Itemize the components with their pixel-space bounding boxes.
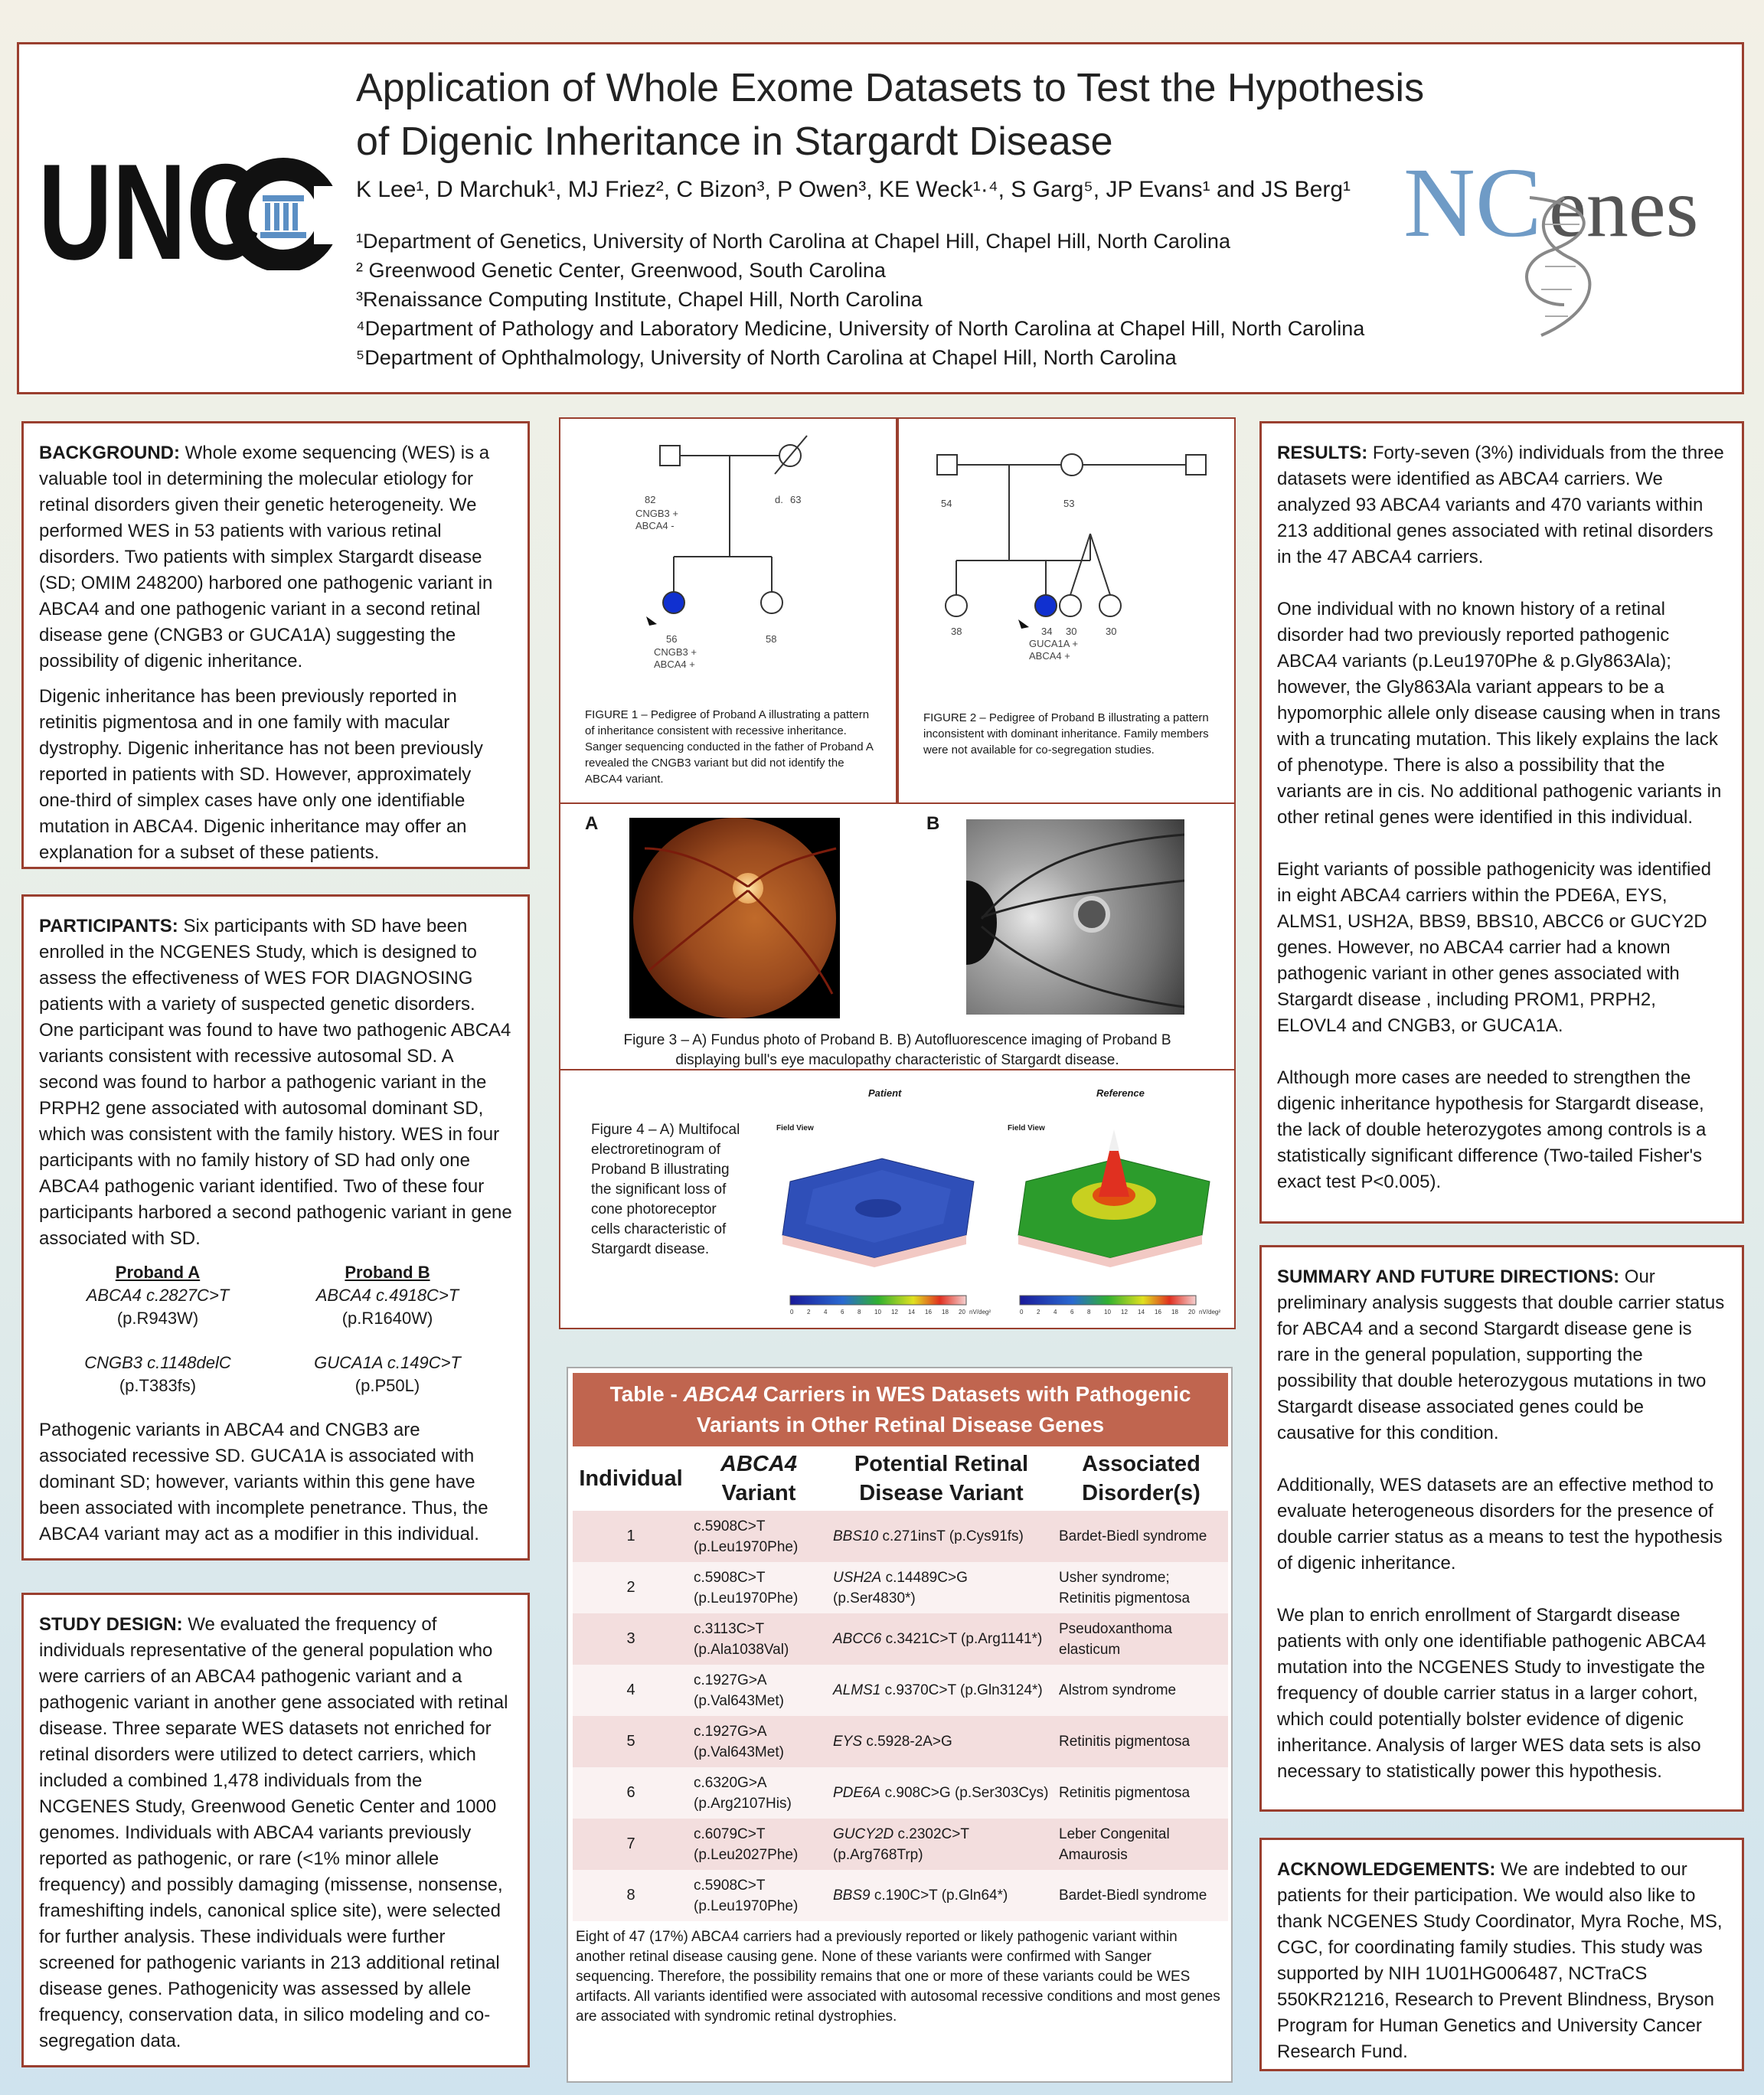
participants-text-2: Pathogenic variants in ABCA4 and CNGB3 are associated recessive SD. GUCA1A is associated with dominant SD; however, variants within this gene have been associated with incomplete penetrance. Thus, the ABCA4 variant may act as a modifier in this individual.	[39, 1420, 488, 1544]
field-view-label-2: Field View	[1008, 1124, 1045, 1132]
summary-heading: SUMMARY AND FUTURE DIRECTIONS:	[1277, 1266, 1620, 1287]
cell-disorder: Pseudoxanthoma elasticum	[1054, 1613, 1228, 1665]
cell-abca4-variant: c.6320G>A (p.Arg2107His)	[689, 1767, 828, 1819]
results-heading: RESULTS:	[1277, 443, 1368, 463]
cell-disorder: Bardet-Biedl syndrome	[1054, 1870, 1228, 1921]
scale-tick-label: 18	[942, 1309, 949, 1316]
results-text-1: Forty-seven (3%) individuals from the three datasets were identified as ABCA4 carriers. We analyzed 93 ABCA4 variants and 470 variants within 213 additional genes associated with retinal disorders in the 47 ABCA4 carriers.	[1277, 443, 1724, 567]
scale-tick-label: 6	[1070, 1309, 1074, 1316]
background-text-1: Whole exome sequencing (WES) is a valuable tool in determining the molecular etiology for retinal disorders given their genetic heterogeneity. We performed WES in 53 patients with various retinal disorders. Two patients with simplex Stargardt disease (SD; OMIM 248200) harbored one pathogenic variant in ABCA4 and one pathogenic variant in a second retinal disease gene (CNGB3 or GUCA1A) suggesting the possibility of digenic inheritance.	[39, 443, 493, 672]
summary-text-1: Our preliminary analysis suggests that double carrier status for ABCA4 and a second Stargardt disease gene is rare in the general population, supporting the possibility that double heterozygous mutations in two Stargardt disease associated genes could be causative for this condition.	[1277, 1266, 1725, 1443]
study-design-text: We evaluated the frequency of individuals representative of the general population who were carriers of an ABCA4 pathogenic variant and a pathogenic variant in another gene associated with retinal disease. Three separate WES datasets not enriched for retinal disorders were utilized to detect carriers, which included a combined 1,478 individuals from the NCGENES Study, Greenwood Genetic Center and 1000 genomes. Individuals with ABCA4 variants previously reported as pathogenic, or rare (<1% minor allele frequency) and possibly damaging (missense, nonsense, frameshifting indels, canonical splice site), were selected for further analysis. These individuals were further screened for pathogenic variants in 213 additional retinal disease genes. Pathogenicity was assessed by allele frequency, conservation data, in silico modeling and co-segregation data.	[39, 1614, 508, 2051]
poster-title: Application of Whole Exome Datasets to Test the Hypothesis of Digenic Inheritance in Stargardt Disease	[356, 66, 1425, 164]
cell-disorder: Retinitis pigmentosa	[1054, 1716, 1228, 1767]
cell-potential-variant: EYS c.5928-2A>G	[828, 1716, 1054, 1767]
affiliation-3: ³Renaissance Computing Institute, Chapel Hill, North Carolina	[356, 288, 923, 311]
svg-text:56: 56	[666, 633, 678, 645]
proband-b-protein-1: (p.R1640W)	[341, 1309, 433, 1328]
ncgenes-logo	[1403, 152, 1725, 351]
author-list: K Lee¹, D Marchuk¹, MJ Friez², C Bizon³, P Owen³, KE Weck¹·⁴, S Garg⁵, JP Evans¹ and JS Berg¹	[356, 177, 1351, 202]
scale-tick-label: 12	[1121, 1309, 1128, 1316]
table-row	[573, 1716, 1228, 1767]
cell-individual: 3	[573, 1613, 689, 1665]
proband-b-protein-2: (p.P50L)	[354, 1376, 420, 1395]
header-banner	[17, 42, 1744, 394]
participants-section	[21, 894, 530, 1561]
figure-1-panel	[559, 417, 897, 804]
cell-individual: 2	[573, 1562, 689, 1613]
participants-heading: PARTICIPANTS:	[39, 916, 178, 936]
figure-3-caption: Figure 3 – A) Fundus photo of Proband B. B) Autofluorescence imaging of Proband B displaying bull's eye maculopathy characteristic of Stargardt disease.	[623, 1032, 1171, 1068]
scale-tick-label: 14	[1138, 1309, 1145, 1316]
svg-text:ABCA4 -: ABCA4 -	[635, 520, 675, 531]
summary-text-3: We plan to enrich enrollment of Stargardt disease patients with only one identifiable pathogenic ABCA4 mutation into the NCGENES Study to investigate the frequency of double carrier status in a larger cohort, which could potentially bolster evidence of digenic inheritance. Analysis of larger WES data sets is also necessary to statistically power this hypothesis.	[1277, 1605, 1707, 1782]
cell-disorder: Leber Congenital Amaurosis	[1054, 1819, 1228, 1870]
scale-tick-label: 14	[908, 1309, 915, 1316]
mferg-patient-plot	[767, 1143, 982, 1273]
study-design-heading: STUDY DESIGN:	[39, 1614, 183, 1635]
cell-individual: 1	[573, 1511, 689, 1562]
cell-potential-variant: BBS9 c.190C>T (p.Gln64*)	[828, 1870, 1054, 1921]
scale-tick-label: 16	[925, 1309, 932, 1316]
summary-section	[1259, 1245, 1744, 1812]
affiliation-list	[356, 227, 1364, 372]
affiliation-5: ⁵Department of Ophthalmology, University of North Carolina at Chapel Hill, North Carolina	[356, 346, 1177, 369]
svg-text:CNGB3 +: CNGB3 +	[635, 508, 678, 519]
svg-text:38: 38	[951, 626, 962, 637]
svg-text:UNC: UNC	[38, 155, 260, 270]
table-note: Eight of 47 (17%) ABCA4 carriers had a previously reported or likely pathogenic variant within another retinal disease causing gene. None of these variants were confirmed with Sanger sequencing. Therefore, the possibility remains that one or more of these variants could be WES artifacts. All variants identified were associated with autosomal recessive conditions and most genes are associated with syndromic retinal dystrophies.	[576, 1929, 1220, 2025]
acknowledgements-section	[1259, 1838, 1744, 2071]
scale-tick-label: 2	[1037, 1309, 1040, 1316]
participants-text-1: Six participants with SD have been enrolled in the NCGENES Study, which is designed to assess the effectiveness of WES FOR DIAGNOSING patients with a variety of suspected genetic disorders. One participant was found to have two pathogenic ABCA4 variants consistent with recessive autosomal SD. A second was found to harbor a pathogenic variant in the PRPH2 gene associated with autosomal dominant SD, which was consistent with the family history. WES in four participants with no family history of SD had only one ABCA4 pathogenic variant identified. Two of these four participants harbored a second pathogenic variant in gene associated with SD.	[39, 916, 512, 1249]
affiliation-2: ² Greenwood Genetic Center, Greenwood, South Carolina	[356, 259, 886, 282]
cell-individual: 6	[573, 1767, 689, 1819]
background-heading: BACKGROUND:	[39, 443, 180, 463]
cell-abca4-variant: c.3113C>T (p.Ala1038Val)	[689, 1613, 828, 1665]
col-individual: Individual	[573, 1446, 689, 1511]
col-abca4-variant: ABCA4 Variant	[689, 1446, 828, 1511]
svg-text:58: 58	[766, 633, 777, 645]
proband-a-variant-1: ABCA4 c.2827C>T	[86, 1286, 230, 1305]
svg-text:ABCA4 +: ABCA4 +	[1029, 650, 1070, 662]
background-text-2: Digenic inheritance has been previously reported in retinitis pigmentosa and in one family with macular dystrophy. Digenic inheritance has not been previously reported in patients with SD. However, approximately one-third of simplex cases have only one identifiable mutation in ABCA4. Digenic inheritance may offer an explanation for a subset of these patients.	[39, 686, 483, 863]
scale-tick-label: 20	[1188, 1309, 1195, 1316]
cell-potential-variant: PDE6A c.908C>G (p.Ser303Cys)	[828, 1767, 1054, 1819]
svg-text:nV/deg²: nV/deg²	[969, 1309, 991, 1316]
cell-individual: 7	[573, 1819, 689, 1870]
scale-tick-label: 12	[891, 1309, 898, 1316]
cell-potential-variant: USH2A c.14489C>G (p.Ser4830*)	[828, 1562, 1054, 1613]
scale-tick-label: 2	[807, 1309, 811, 1316]
mferg-reference-plot	[1003, 1128, 1217, 1273]
proband-b-variant-2: GUCA1A c.149C>T	[314, 1353, 461, 1372]
cell-abca4-variant: c.5908C>T (p.Leu1970Phe)	[689, 1562, 828, 1613]
scale-tick-label: 10	[874, 1309, 881, 1316]
table-row	[573, 1819, 1228, 1870]
figure-4-caption: Figure 4 – A) Multifocal electroretinogram of Proband B illustrating the significant loss of cone photoreceptor cells characteristic of Stargardt disease.	[591, 1122, 740, 1257]
svg-text:63: 63	[790, 494, 802, 505]
proband-b-variant-1: ABCA4 c.4918C>T	[315, 1286, 459, 1305]
proband-a-protein-2: (p.T383fs)	[119, 1376, 197, 1395]
background-section	[21, 421, 530, 869]
cell-abca4-variant: c.5908C>T (p.Leu1970Phe)	[689, 1511, 828, 1562]
cell-abca4-variant: c.1927G>A (p.Val643Met)	[689, 1665, 828, 1716]
scale-tick-label: 18	[1171, 1309, 1178, 1316]
figure-3-label-a: A	[585, 813, 599, 834]
affiliation-1: ¹Department of Genetics, University of North Carolina at Chapel Hill, Chapel Hill, North Carolina	[356, 230, 1230, 253]
cell-potential-variant: ALMS1 c.9370C>T (p.Gln3124*)	[828, 1665, 1054, 1716]
svg-text:NC: NC	[1403, 152, 1542, 258]
svg-text:ABCA4 +: ABCA4 +	[654, 659, 695, 670]
scale-tick-label: 4	[1054, 1309, 1057, 1316]
patient-label: Patient	[868, 1087, 902, 1099]
figure-2-panel	[897, 417, 1236, 804]
figure-4-panel	[559, 1069, 1236, 1329]
svg-text:54: 54	[941, 498, 952, 509]
results-text-2: One individual with no known history of a retinal disorder had two previously reported pathogenic ABCA4 variants (p.Leu1970Phe & p.Gly863Ala); however, the Gly863Ala variant appears to be a hypomorphic allele only disease causing when in trans with a truncating mutation. This likely explains the lack of phenotype. There is also a possibility that the variants are in cis. No additional pathogenic variants in other retinal genes were identified in this individual.	[1277, 599, 1722, 828]
results-section	[1259, 421, 1744, 1224]
table-row	[573, 1562, 1228, 1613]
col-potential-variant: Potential Retinal Disease Variant	[828, 1446, 1054, 1511]
affiliation-4: ⁴Department of Pathology and Laboratory Medicine, University of North Carolina at Chapel Hill, North Carolina	[356, 317, 1365, 340]
acknowledgements-heading: ACKNOWLEDGEMENTS:	[1277, 1859, 1496, 1880]
col-associated-disorder: Associated Disorder(s)	[1054, 1446, 1228, 1511]
summary-text-2: Additionally, WES datasets are an effective method to evaluate heterogeneous disorders for the presence of double carrier status as a means to test the hypothesis of digenic inheritance.	[1277, 1475, 1723, 1574]
results-text-4: Although more cases are needed to strengthen the digenic inheritance hypothesis for Stargardt disease, the lack of double heterozygotes among controls is a statistically significant difference (Two-tailed Fisher's exact test P<0.005).	[1277, 1067, 1707, 1192]
cell-disorder: Usher syndrome; Retinitis pigmentosa	[1054, 1562, 1228, 1613]
cell-abca4-variant: c.5908C>T (p.Leu1970Phe)	[689, 1870, 828, 1921]
figure-3-label-b: B	[926, 813, 940, 834]
figure-1-caption: FIGURE 1 – Pedigree of Proband A illustrating a pattern of inheritance consistent with recessive inheritance. Sanger sequencing conducted in the father of Proband A revealed the CNGB3 variant but did not identify the ABCA4 variant.	[585, 708, 874, 786]
carriers-table-panel	[567, 1367, 1233, 2083]
svg-text:CNGB3 +: CNGB3 +	[654, 646, 697, 658]
proband-a-title: Proband A	[115, 1263, 201, 1282]
scale-tick-label: 4	[824, 1309, 828, 1316]
figure-3-panel	[559, 802, 1236, 1070]
pedigree-a	[560, 419, 897, 672]
cell-individual: 4	[573, 1665, 689, 1716]
table-row	[573, 1511, 1228, 1562]
cell-individual: 8	[573, 1870, 689, 1921]
proband-a-protein-1: (p.R943W)	[116, 1309, 199, 1328]
pedigree-b	[899, 419, 1236, 672]
table-row	[573, 1613, 1228, 1665]
reference-label: Reference	[1096, 1087, 1145, 1099]
figure-2-caption: FIGURE 2 – Pedigree of Proband B illustrating a pattern inconsistent with dominant inheritance. Family members were not available for co-segregation studies.	[923, 711, 1209, 757]
cell-potential-variant: GUCY2D c.2302C>T (p.Arg768Trp)	[828, 1819, 1054, 1870]
scale-tick-label: 16	[1155, 1309, 1161, 1316]
cell-abca4-variant: c.6079C>T (p.Leu2027Phe)	[689, 1819, 828, 1870]
cell-disorder: Retinitis pigmentosa	[1054, 1767, 1228, 1819]
scale-tick-label: 20	[959, 1309, 965, 1316]
proband-a-variant-2: CNGB3 c.1148delC	[84, 1353, 231, 1372]
field-view-label-1: Field View	[776, 1124, 814, 1132]
table-row	[573, 1767, 1228, 1819]
proband-variants	[39, 1261, 512, 1407]
table-title: Table - ABCA4 Carriers in WES Datasets with Pathogenic Variants in Other Retinal Disease Genes	[573, 1373, 1228, 1446]
cell-disorder: Bardet-Biedl syndrome	[1054, 1511, 1228, 1562]
svg-text:GUCA1A +: GUCA1A +	[1029, 638, 1078, 649]
scale-tick-label: 0	[790, 1309, 794, 1316]
svg-text:d.: d.	[775, 494, 783, 505]
svg-text:30: 30	[1106, 626, 1117, 637]
scale-tick-label: 0	[1020, 1309, 1024, 1316]
svg-text:30: 30	[1066, 626, 1077, 637]
scale-tick-label: 8	[1087, 1309, 1091, 1316]
svg-text:82: 82	[645, 494, 656, 505]
table-row	[573, 1665, 1228, 1716]
svg-text:nV/deg²: nV/deg²	[1199, 1309, 1221, 1316]
fundus-photo	[629, 818, 840, 1018]
autofluorescence-image	[966, 819, 1184, 1015]
cell-potential-variant: BBS10 c.271insT (p.Cys91fs)	[828, 1511, 1054, 1562]
mferg-color-scale	[767, 1294, 1242, 1317]
svg-text:34: 34	[1041, 626, 1053, 637]
unc-logo	[38, 155, 345, 270]
svg-text:53: 53	[1063, 498, 1075, 509]
carriers-table	[573, 1373, 1228, 1921]
acknowledgements-text: We are indebted to our patients for their participation. We would also like to thank NCGENES Study Coordinator, Myra Roche, MS, CGC, for coordinating family studies. This study was supported by NIH 1U01HG006487, NCTraCS 550KR21216, Research to Prevent Blindness, Bryson Program for Human Genetics and University Cancer Research Fund.	[1277, 1859, 1723, 2062]
svg-text:enes: enes	[1549, 161, 1699, 254]
cell-individual: 5	[573, 1716, 689, 1767]
cell-potential-variant: ABCC6 c.3421C>T (p.Arg1141*)	[828, 1613, 1054, 1665]
proband-b-title: Proband B	[345, 1263, 430, 1282]
results-text-3: Eight variants of possible pathogenicity was identified in eight ABCA4 carriers within the PDE6A, EYS, ALMS1, USH2A, BBS9, BBS10, ABCC6 or GUCY2D genes. However, no ABCA4 carrier had a known pathogenic variant in other genes associated with Stargardt disease , including PROM1, PRPH2, ELOVL4 and CNGB3, or GUCA1A.	[1277, 859, 1711, 1036]
scale-tick-label: 8	[858, 1309, 861, 1316]
cell-abca4-variant: c.1927G>A (p.Val643Met)	[689, 1716, 828, 1767]
cell-disorder: Alstrom syndrome	[1054, 1665, 1228, 1716]
study-design-section	[21, 1593, 530, 2067]
table-row	[573, 1870, 1228, 1921]
scale-tick-label: 10	[1104, 1309, 1111, 1316]
scale-tick-label: 6	[841, 1309, 844, 1316]
